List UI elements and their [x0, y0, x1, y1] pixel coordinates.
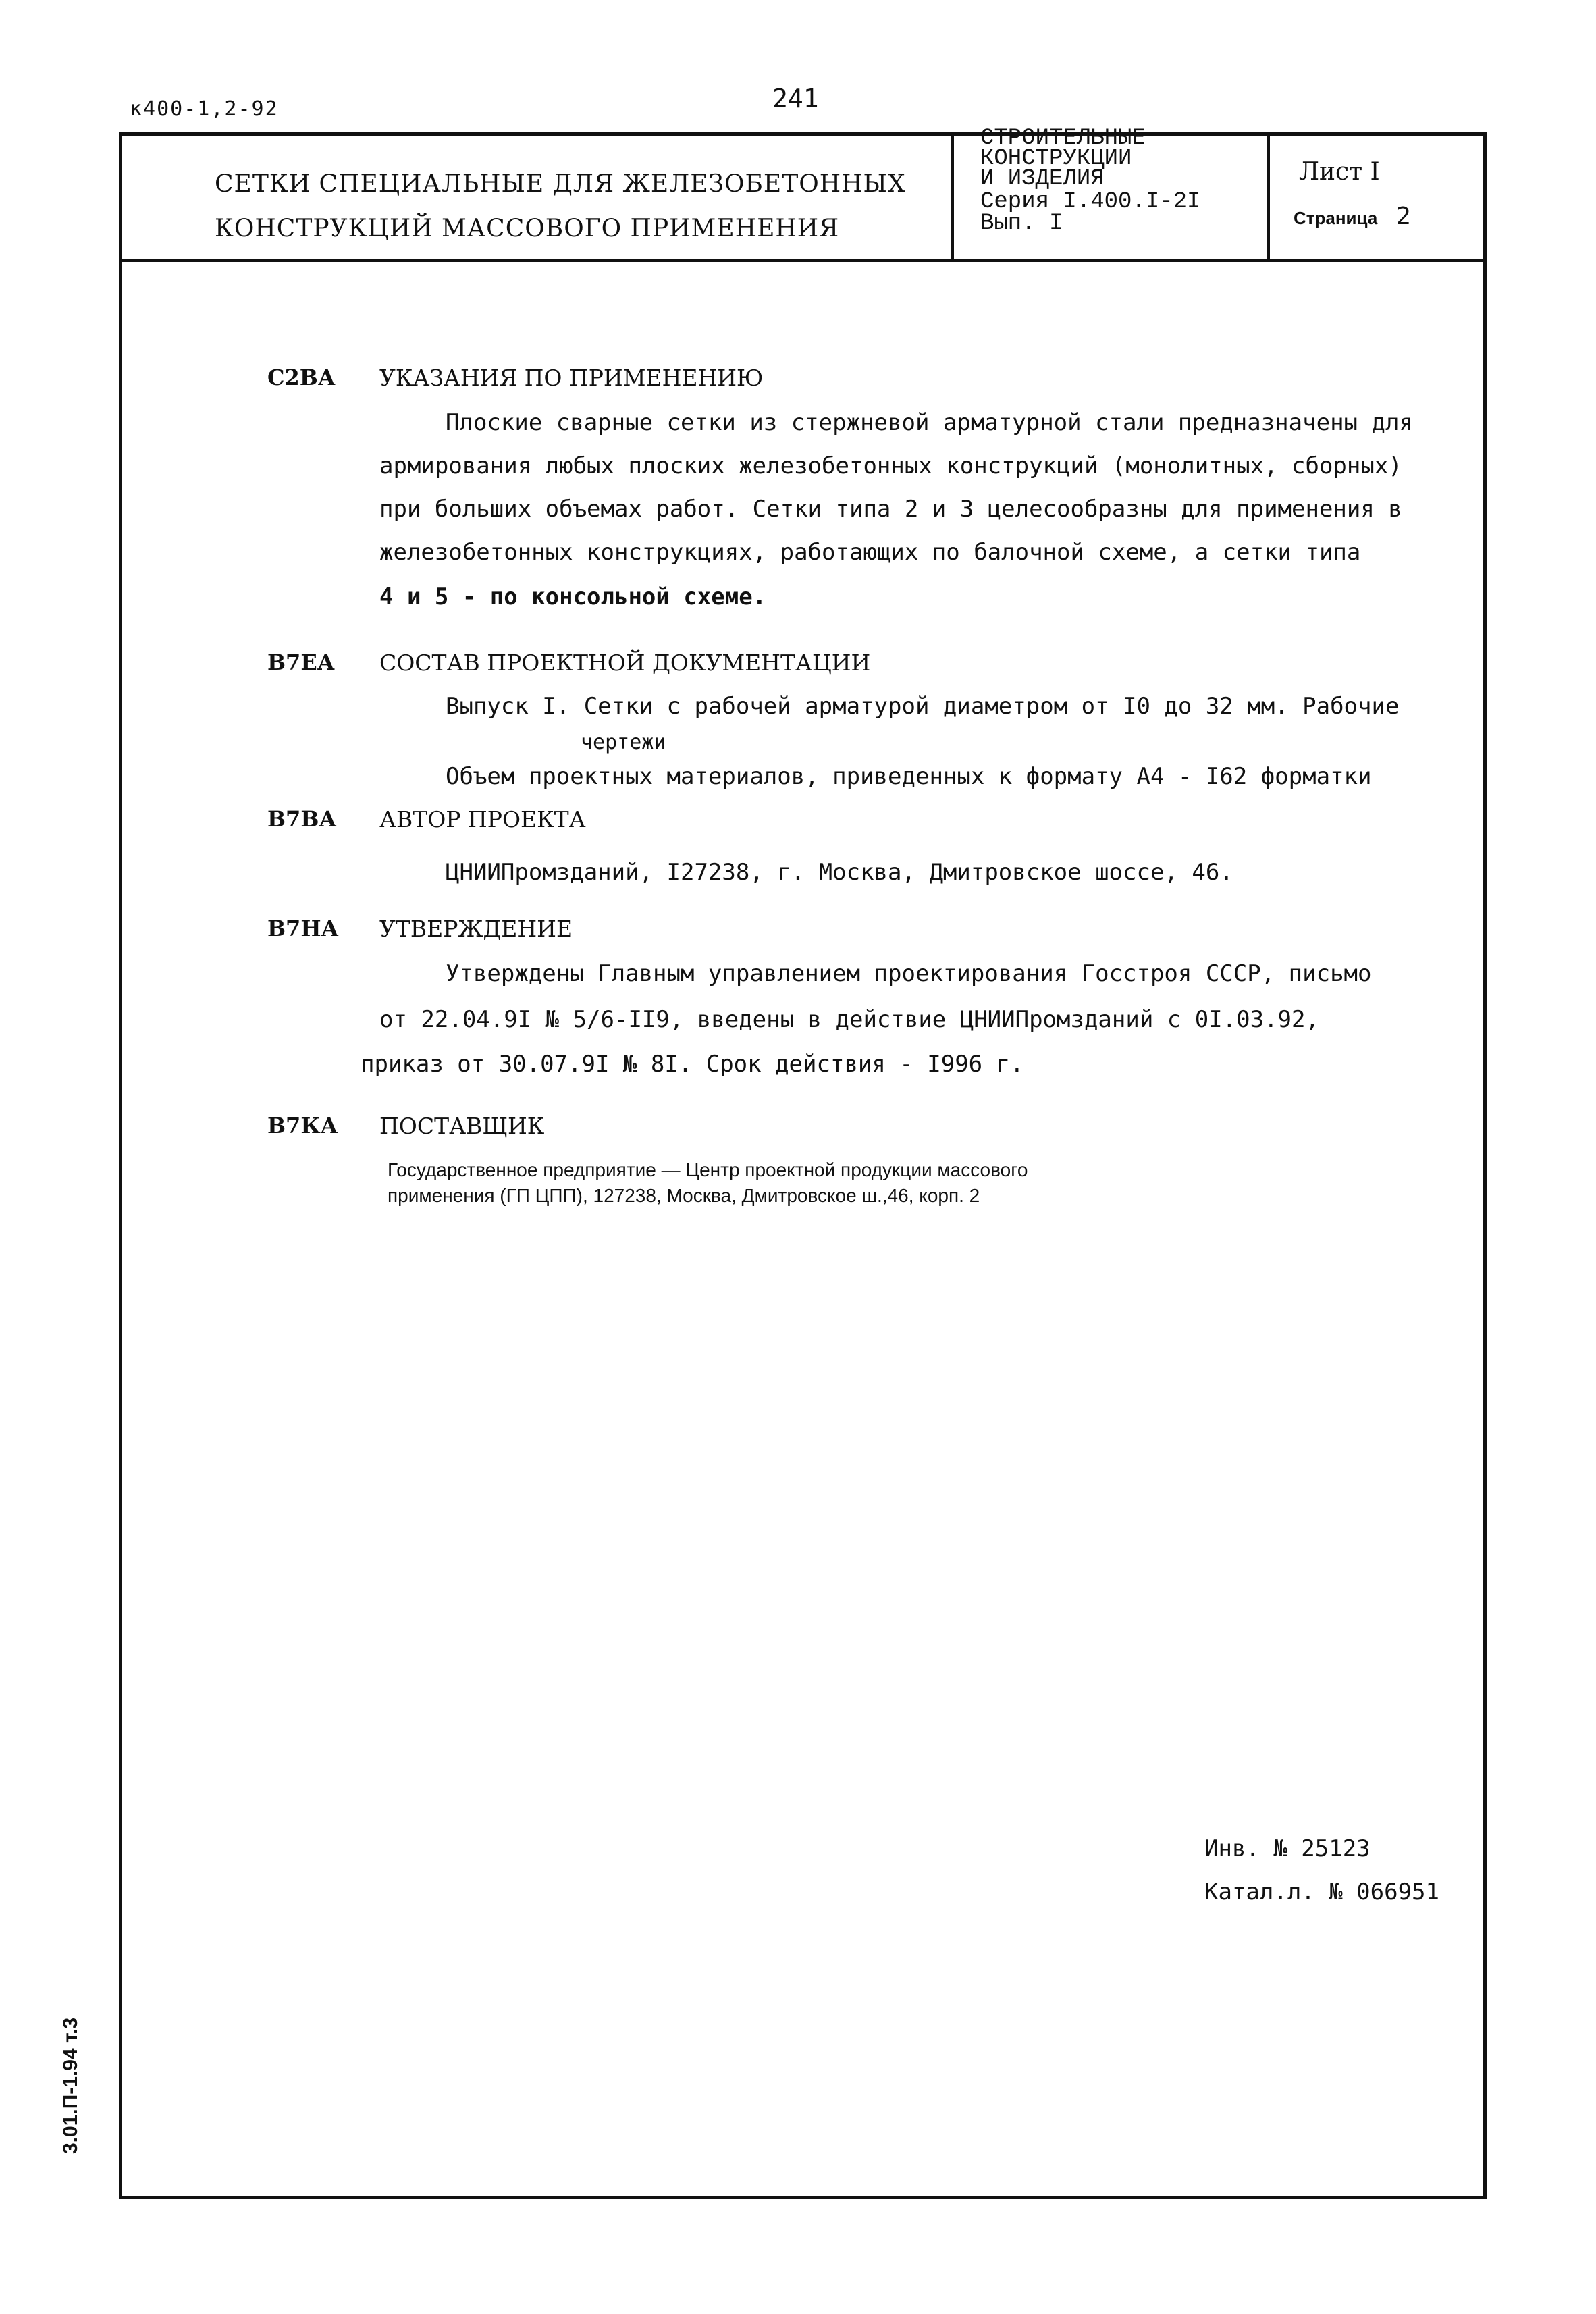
- section-text-line: от 22.04.9I № 5/6-II9, введены в действие ЦНИИПромзданий с 0I.03.92,: [379, 1006, 1319, 1033]
- section-text-line: применения (ГП ЦПП), 127238, Москва, Дмитровское ш.,46, корп. 2: [388, 1185, 980, 1206]
- section-text-line: Государственное предприятие — Центр проектной продукции массового: [388, 1159, 1028, 1180]
- section-text-line: приказ от 30.07.9I № 8I. Срок действия - I996 г.: [361, 1051, 1024, 1078]
- page-label-value: 2: [1395, 203, 1411, 230]
- section-text-line: Объем проектных материалов, приведенных к формату А4 - I62 форматки: [446, 763, 1372, 790]
- sheet-label: Лист I: [1299, 158, 1380, 186]
- section-text-line: чертежи: [581, 731, 666, 754]
- header-divider-right: [1267, 132, 1270, 262]
- series-line: КОНСТРУКЦИИ: [980, 146, 1132, 172]
- series-line: И ИЗДЕЛИЯ: [980, 166, 1105, 192]
- section-text-line: Плоские сварные сетки из стержневой арматурной стали предназначены для: [446, 409, 1413, 436]
- document-reference: к400-1,2-92: [130, 97, 279, 121]
- section-text-line: 4 и 5 - по консольной схеме.: [379, 583, 767, 610]
- series-line: Вып. I: [980, 211, 1063, 236]
- document-title-line1: СЕТКИ СПЕЦИАЛЬНЫЕ ДЛЯ ЖЕЛЕЗОБЕТОННЫХ: [215, 170, 906, 198]
- page-label: [1294, 203, 1411, 230]
- section-heading: АВТОР ПРОЕКТА: [379, 806, 586, 833]
- section-heading: ПОСТАВЩИК: [379, 1113, 545, 1139]
- header-divider-left: [951, 132, 954, 262]
- series-block: [980, 128, 1200, 234]
- document-title-line2: КОНСТРУКЦИЙ МАССОВОГО ПРИМЕНЕНИЯ: [215, 215, 840, 242]
- section-code: В7ЕА: [267, 650, 335, 675]
- page-label-text: Страница: [1294, 208, 1378, 228]
- section-text-line: при больших объемах работ. Сетки типа 2 и 3 целесообразны для применения в: [379, 496, 1402, 523]
- section-text-line: Выпуск I. Сетки с рабочей арматурой диаметром от I0 до 32 мм. Рабочие: [446, 693, 1400, 720]
- page-number: 241: [772, 84, 819, 113]
- section-heading: УКАЗАНИЯ ПО ПРИМЕНЕНИЮ: [379, 365, 764, 391]
- section-text-line: ЦНИИПромзданий, I27238, г. Москва, Дмитровское шоссе, 46.: [446, 859, 1233, 886]
- section-text-line: Утверждены Главным управлением проектирования Госстроя СССР, письмо: [446, 960, 1372, 987]
- section-code: В7КА: [267, 1113, 338, 1138]
- section-heading: УТВЕРЖДЕНИЕ: [379, 916, 573, 942]
- section-code: С2ВА: [267, 365, 336, 390]
- section-code: В7НА: [267, 916, 339, 941]
- inventory-number: Инв. № 25123: [1204, 1835, 1371, 1862]
- series-line: Серия I.400.I-2I: [980, 189, 1201, 215]
- side-stamp: 3.01.П-1.94 т.3: [59, 2017, 82, 2154]
- section-code: В7ВА: [267, 806, 337, 832]
- section-text-line: железобетонных конструкциях, работающих по балочной схеме, а сетки типа: [379, 539, 1361, 566]
- section-text-line: армирования любых плоских железобетонных конструкций (монолитных, сборных): [379, 452, 1402, 479]
- catalog-number: Катал.л. № 066951: [1204, 1878, 1439, 1905]
- section-heading: СОСТАВ ПРОЕКТНОЙ ДОКУМЕНТАЦИИ: [379, 650, 871, 676]
- series-line: СТРОИТЕЛЬНЫЕ: [980, 126, 1146, 151]
- header-divider: [119, 259, 1487, 262]
